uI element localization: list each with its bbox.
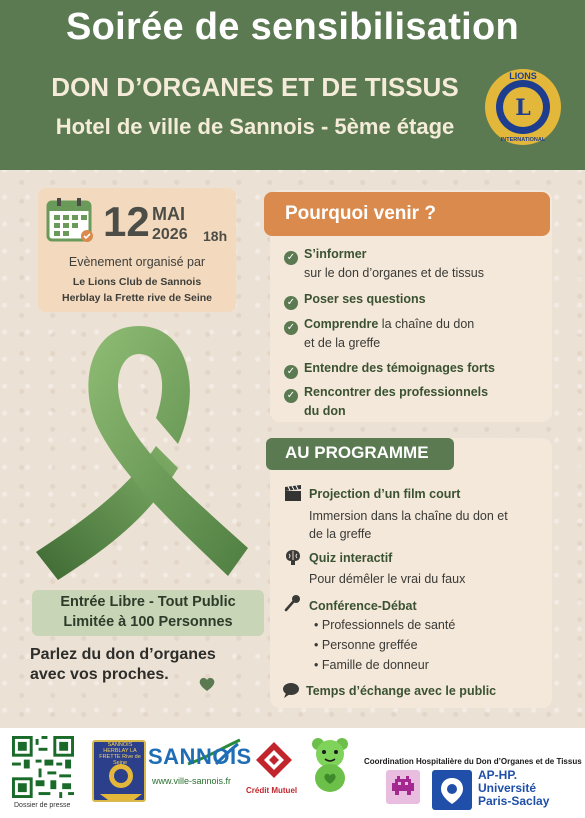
why-item: ✓ Entendre des témoignages forts — [284, 360, 495, 379]
lions-logo-top-text: LIONS — [509, 71, 537, 81]
conference-item-text: Personne greffée — [321, 638, 418, 652]
qr-label: Dossier de presse — [14, 802, 71, 809]
why-item: ✓ Comprendre la chaîne du don et de la greffe — [284, 316, 474, 352]
conference-item: • Personne greffée — [314, 638, 418, 652]
venue-text: Hotel de ville de Sannois - 5ème étage — [55, 114, 455, 139]
why-item: ✓ S’informer sur le don d’organes et de tissus — [284, 246, 484, 282]
credit-mutuel-icon — [254, 740, 294, 780]
club-badge-text: SANNOIS HERBLAY LA FRETTE Rive de Seine — [99, 742, 141, 766]
why-item-detail: et de la greffe — [304, 336, 381, 350]
check-icon: ✓ — [284, 296, 298, 310]
conference-item: • Famille de donneur — [314, 658, 429, 672]
chat-bubble-icon — [282, 681, 300, 699]
page-subtitle: DON D’ORGANES ET DE TISSUS — [51, 72, 459, 102]
film-title: Projection d’un film court — [309, 487, 461, 501]
organizer-line-1: Le Lions Club de Sannois — [72, 276, 202, 288]
check-icon: ✓ — [284, 321, 298, 335]
check-icon: ✓ — [284, 389, 298, 403]
why-item-detail: du don — [304, 404, 346, 418]
quiz-title: Quiz interactif — [309, 551, 393, 565]
organizer-line-2: Herblay la Frette rive de Seine — [62, 292, 212, 304]
microphone-icon — [284, 594, 302, 612]
quiz-desc: Pour démêler le vrai du faux — [309, 572, 466, 586]
conference-item-text: Famille de donneur — [321, 658, 429, 672]
aphp-logo-icon — [432, 770, 472, 810]
programme-title: AU PROGRAMME — [285, 443, 429, 462]
date-month: MAI — [152, 204, 185, 224]
entry-line-1: Entrée Libre - Tout Public — [60, 594, 236, 610]
lions-logo-letter: L — [515, 95, 531, 121]
aphp-line-1: AP-HP. — [478, 768, 518, 782]
organized-by-label: Evènement organisé par — [68, 255, 206, 269]
coordination-label: Coordination Hospitalière du Don d’Organes et de Tissus — [364, 757, 582, 766]
aphp-line-2: Université — [478, 781, 537, 795]
date-day: 12 — [103, 198, 150, 245]
check-icon: ✓ — [284, 365, 298, 379]
organizer-name — [38, 274, 236, 306]
lions-logo-bottom-text: INTERNATIONAL — [500, 137, 546, 143]
check-icon: ✓ — [284, 251, 298, 265]
why-item-rest: la chaîne du don — [378, 317, 475, 331]
conference-item-text: Professionnels de santé — [321, 618, 456, 632]
why-item-detail: sur le don d’organes et de tissus — [304, 266, 484, 280]
exchange-title: Temps d’échange avec le public — [306, 684, 497, 698]
sannois-logo: SANNOIS — [148, 744, 252, 769]
sannois-url[interactable]: www.ville-sannois.fr — [152, 776, 232, 786]
green-ribbon-icon — [28, 318, 250, 584]
why-item: ✓ Poser ses questions — [284, 291, 426, 310]
talk-line-2: avec vos proches. — [30, 666, 169, 683]
date-time: 18h — [203, 228, 228, 244]
lions-logo-icon — [482, 66, 564, 148]
brain-icon — [284, 548, 302, 566]
green-bear-icon — [308, 736, 352, 794]
why-title: Pourquoi venir ? — [285, 203, 436, 224]
credit-mutuel-label: Crédit Mutuel — [246, 786, 298, 795]
conference-item: • Professionnels de santé — [314, 618, 456, 632]
talk-line-1: Parlez du don d’organes — [30, 646, 216, 663]
calendar-icon — [46, 196, 94, 242]
film-desc-1: Immersion dans la chaîne du don et — [309, 509, 508, 523]
conference-title: Conférence-Débat — [309, 599, 417, 613]
alien-logo-icon — [386, 770, 420, 804]
entry-line-2: Limitée à 100 Personnes — [63, 614, 233, 630]
film-desc-2: de la greffe — [309, 527, 372, 541]
clapperboard-icon — [284, 484, 302, 502]
heart-icon — [198, 676, 216, 692]
date-year: 2026 — [152, 226, 188, 243]
page-title: Soirée de sensibilisation — [65, 6, 520, 48]
aphp-line-3: Paris-Saclay — [478, 794, 550, 808]
qr-code-icon[interactable] — [12, 736, 74, 798]
why-item: ✓ Rencontrer des professionnels du don — [284, 384, 488, 420]
